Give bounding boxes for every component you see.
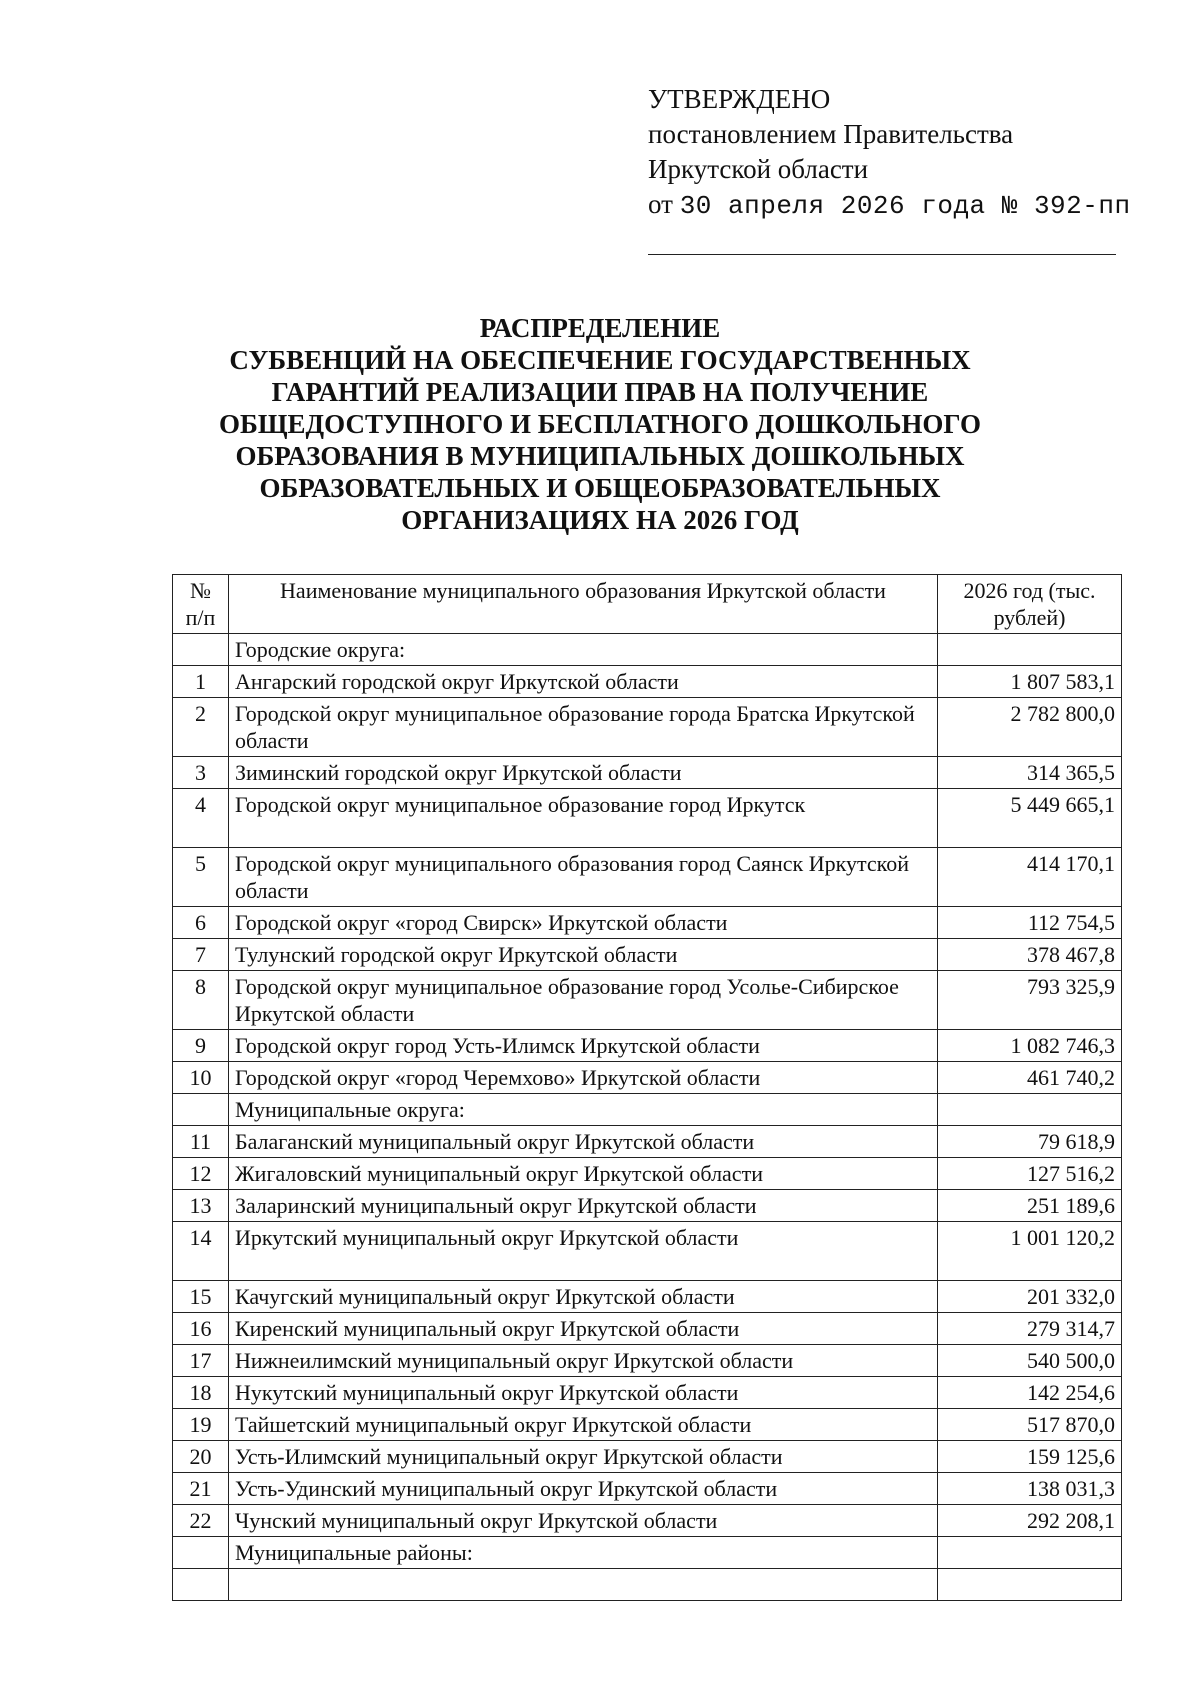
row-value — [938, 634, 1122, 666]
table-row — [173, 1158, 1122, 1190]
row-name: Нижнеилимский муниципальный округ Иркутской области — [228, 1345, 937, 1377]
row-number: 16 — [173, 1313, 229, 1345]
table-row — [173, 1505, 1122, 1537]
row-number: 2 — [173, 698, 229, 757]
row-value: 142 254,6 — [938, 1377, 1122, 1409]
row-value: 79 618,9 — [938, 1126, 1122, 1158]
row-number: 11 — [173, 1126, 229, 1158]
row-number — [173, 1094, 229, 1126]
row-name — [228, 1569, 937, 1601]
approval-stamp — [648, 82, 1131, 255]
table-row — [173, 789, 1122, 848]
row-value — [938, 1094, 1122, 1126]
row-value — [938, 1537, 1122, 1569]
approval-resolution: постановлением Правительства — [648, 119, 1014, 149]
row-number: 17 — [173, 1345, 229, 1377]
row-name: Городской округ муниципальное образование город Иркутск — [228, 789, 937, 848]
table-row — [173, 848, 1122, 907]
table-row — [173, 1126, 1122, 1158]
row-name: Качугский муниципальный округ Иркутской области — [228, 1281, 937, 1313]
row-name: Городской округ муниципальное образование города Братска Иркутской области — [228, 698, 937, 757]
table-row — [173, 1313, 1122, 1345]
row-name: Городской округ город Усть-Илимск Иркутской области — [228, 1030, 937, 1062]
distribution-table — [172, 574, 1122, 1601]
table-row — [173, 971, 1122, 1030]
row-name: Городские округа: — [228, 634, 937, 666]
row-name: Киренский муниципальный округ Иркутской области — [228, 1313, 937, 1345]
row-value: 1 082 746,3 — [938, 1030, 1122, 1062]
row-name: Иркутский муниципальный округ Иркутской области — [228, 1222, 937, 1281]
row-value: 251 189,6 — [938, 1190, 1122, 1222]
header-value-line: рублей) — [993, 605, 1066, 630]
header-number-sign: № — [189, 578, 211, 603]
table-row — [173, 634, 1122, 666]
row-value: 378 467,8 — [938, 939, 1122, 971]
title-line: ОБРАЗОВАТЕЛЬНЫХ И ОБЩЕОБРАЗОВАТЕЛЬНЫХ — [259, 473, 941, 503]
approval-date-line — [648, 187, 1131, 224]
row-value: 314 365,5 — [938, 757, 1122, 789]
row-name: Муниципальные районы: — [228, 1537, 937, 1569]
row-name: Тулунский городской округ Иркутской области — [228, 939, 937, 971]
row-number: 22 — [173, 1505, 229, 1537]
row-value: 159 125,6 — [938, 1441, 1122, 1473]
row-name: Городской округ муниципальное образование город Усолье-Сибирское Иркутской области — [228, 971, 937, 1030]
row-value: 127 516,2 — [938, 1158, 1122, 1190]
row-name: Городской округ «город Свирск» Иркутской области — [228, 907, 937, 939]
table-row — [173, 939, 1122, 971]
row-name: Усть-Илимский муниципальный округ Иркутской области — [228, 1441, 937, 1473]
row-number: 1 — [173, 666, 229, 698]
row-value: 461 740,2 — [938, 1062, 1122, 1094]
row-number — [173, 1537, 229, 1569]
row-name: Балаганский муниципальный округ Иркутской области — [228, 1126, 937, 1158]
approval-date-prefix: от — [648, 189, 673, 219]
table-row — [173, 1441, 1122, 1473]
row-number: 15 — [173, 1281, 229, 1313]
table-row — [173, 1062, 1122, 1094]
title-line: ОРГАНИЗАЦИЯХ НА 2026 ГОД — [401, 505, 799, 535]
table-row — [173, 757, 1122, 789]
table-header-row — [173, 575, 1122, 634]
title-line: СУБВЕНЦИЙ НА ОБЕСПЕЧЕНИЕ ГОСУДАРСТВЕННЫХ — [229, 345, 971, 375]
table-row — [173, 666, 1122, 698]
table-row — [173, 1537, 1122, 1569]
table-row — [173, 1569, 1122, 1601]
signature-underline — [648, 254, 1116, 255]
header-number — [173, 575, 229, 634]
row-name: Нукутский муниципальный округ Иркутской области — [228, 1377, 937, 1409]
row-name: Чунский муниципальный округ Иркутской области — [228, 1505, 937, 1537]
title-line: ОБЩЕДОСТУПНОГО И БЕСПЛАТНОГО ДОШКОЛЬНОГО — [219, 409, 981, 439]
title-line: ОБРАЗОВАНИЯ В МУНИЦИПАЛЬНЫХ ДОШКОЛЬНЫХ — [235, 441, 965, 471]
row-value — [938, 1569, 1122, 1601]
row-value: 292 208,1 — [938, 1505, 1122, 1537]
approval-region: Иркутской области — [648, 154, 869, 184]
approval-date-number: 30 апреля 2026 года № 392-пп — [679, 191, 1131, 221]
header-name: Наименование муниципального образования Иркутской области — [228, 575, 937, 634]
table-row — [173, 1094, 1122, 1126]
table-row — [173, 1377, 1122, 1409]
row-value: 793 325,9 — [938, 971, 1122, 1030]
row-value: 2 782 800,0 — [938, 698, 1122, 757]
row-value: 517 870,0 — [938, 1409, 1122, 1441]
row-name: Усть-Удинский муниципальный округ Иркутской области — [228, 1473, 937, 1505]
row-number: 13 — [173, 1190, 229, 1222]
title-line: ГАРАНТИЙ РЕАЛИЗАЦИИ ПРАВ НА ПОЛУЧЕНИЕ — [271, 377, 929, 407]
row-value: 540 500,0 — [938, 1345, 1122, 1377]
row-number: 6 — [173, 907, 229, 939]
header-number-abbr: п/п — [185, 605, 216, 630]
table-row — [173, 1409, 1122, 1441]
table-row — [173, 1281, 1122, 1313]
row-value: 138 031,3 — [938, 1473, 1122, 1505]
row-number: 12 — [173, 1158, 229, 1190]
row-value: 112 754,5 — [938, 907, 1122, 939]
row-value: 279 314,7 — [938, 1313, 1122, 1345]
row-number: 8 — [173, 971, 229, 1030]
row-value: 201 332,0 — [938, 1281, 1122, 1313]
row-name: Жигаловский муниципальный округ Иркутской области — [228, 1158, 937, 1190]
table-row — [173, 698, 1122, 757]
table-row — [173, 907, 1122, 939]
table-row — [173, 1222, 1122, 1281]
row-name: Городской округ муниципального образования город Саянск Иркутской области — [228, 848, 937, 907]
row-number: 20 — [173, 1441, 229, 1473]
row-name: Ангарский городской округ Иркутской области — [228, 666, 937, 698]
row-value: 1 807 583,1 — [938, 666, 1122, 698]
row-number — [173, 634, 229, 666]
title-line: РАСПРЕДЕЛЕНИЕ — [479, 313, 721, 343]
row-number: 14 — [173, 1222, 229, 1281]
row-number: 19 — [173, 1409, 229, 1441]
row-name: Тайшетский муниципальный округ Иркутской области — [228, 1409, 937, 1441]
row-number: 18 — [173, 1377, 229, 1409]
table-row — [173, 1345, 1122, 1377]
row-number: 9 — [173, 1030, 229, 1062]
row-number: 4 — [173, 789, 229, 848]
row-name: Заларинский муниципальный округ Иркутской области — [228, 1190, 937, 1222]
row-value: 1 001 120,2 — [938, 1222, 1122, 1281]
row-value: 5 449 665,1 — [938, 789, 1122, 848]
row-name: Городской округ «город Черемхово» Иркутской области — [228, 1062, 937, 1094]
row-number: 3 — [173, 757, 229, 789]
row-number: 5 — [173, 848, 229, 907]
row-number: 10 — [173, 1062, 229, 1094]
table-row — [173, 1030, 1122, 1062]
row-number — [173, 1569, 229, 1601]
row-value: 414 170,1 — [938, 848, 1122, 907]
header-value — [938, 575, 1122, 634]
header-value-line: 2026 год (тыс. — [963, 578, 1096, 603]
row-name: Муниципальные округа: — [228, 1094, 937, 1126]
table-row — [173, 1473, 1122, 1505]
row-number: 7 — [173, 939, 229, 971]
table-row — [173, 1190, 1122, 1222]
document-title — [150, 312, 1050, 536]
row-number: 21 — [173, 1473, 229, 1505]
row-name: Зиминский городской округ Иркутской области — [228, 757, 937, 789]
approval-heading: УТВЕРЖДЕНО — [648, 84, 831, 114]
